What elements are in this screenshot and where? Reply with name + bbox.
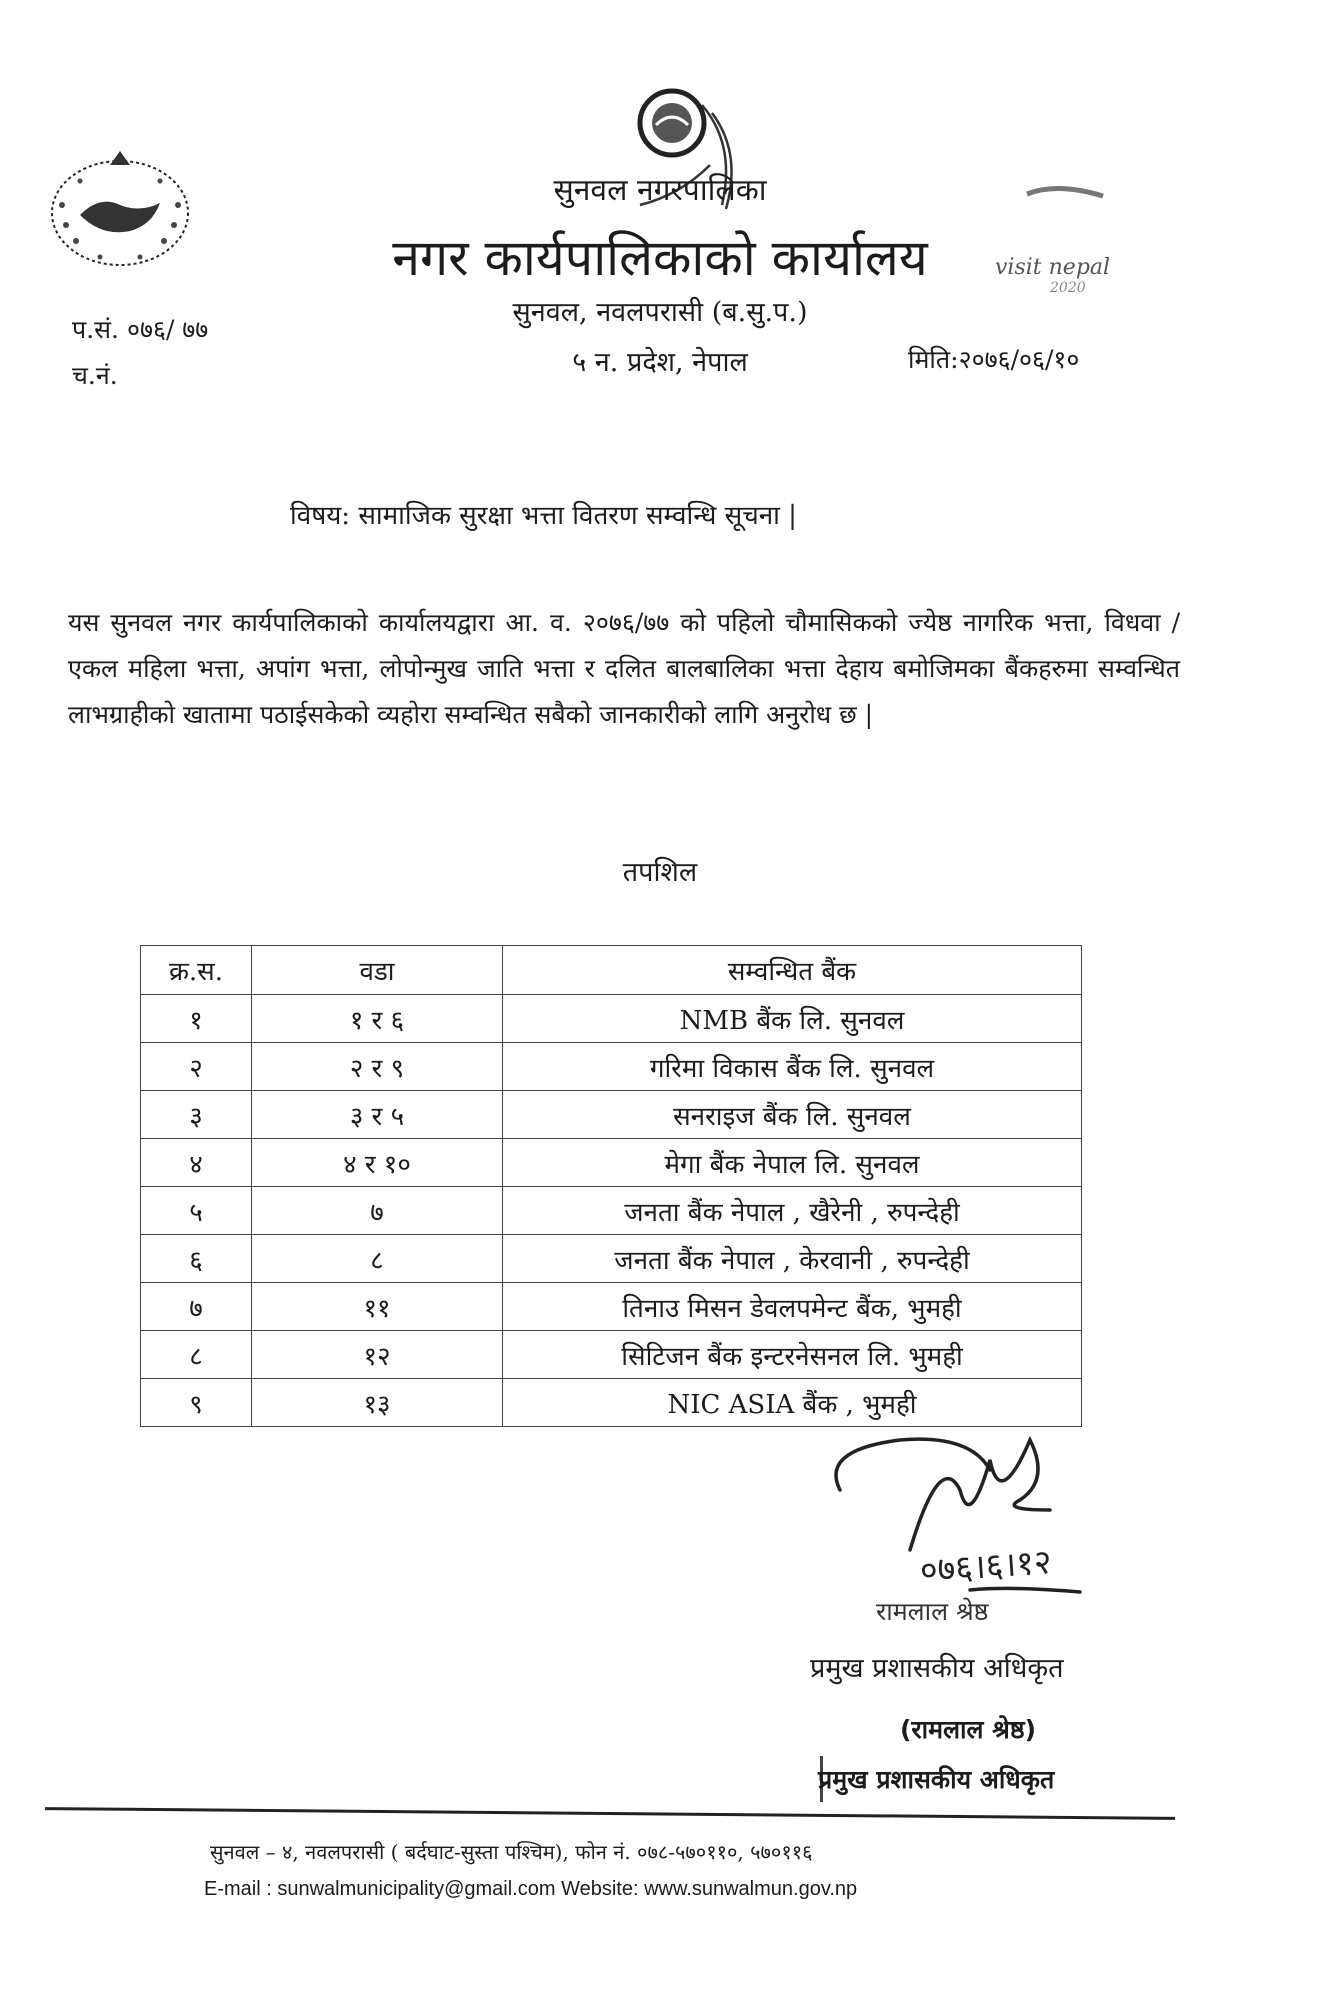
schedule-heading: तपशिल [622,857,698,888]
table-row [141,1091,1082,1139]
bank-cell: सनराइज बैंक लि. सुनवल [503,1091,1082,1139]
bank-cell: जनता बैंक नेपाल , खैरेनी , रुपन्देही [503,1187,1082,1235]
table-row [141,1283,1082,1331]
bank-cell: सिटिजन बैंक इन्टरनेसनल लि. भुमही [503,1331,1082,1379]
signer-designation: प्रमुख प्रशासकीय अधिकृत [810,1653,1064,1684]
header-bank: सम्वन्धित बैंक [503,946,1082,995]
office-seal-icon [620,85,760,235]
table-row [141,1187,1082,1235]
ward-cell: १२ [252,1331,503,1379]
serial-cell: २ [141,1043,252,1091]
ward-cell: ३ र ५ [252,1091,503,1139]
visit-nepal-logo [985,180,1175,296]
office-title: नगर कार्यपालिकाको कार्यालय [392,229,928,287]
visit-nepal-year: 2020 [1050,280,1086,296]
serial-cell: ९ [141,1379,252,1427]
serial-cell: ४ [141,1139,252,1187]
footer-contact: E-mail : sunwalmunicipality@gmail.com Website: www.sunwalmun.gov.np [204,1878,858,1900]
bank-cell: तिनाउ मिसन डेवलपमेन्ट बैंक, भुमही [503,1283,1082,1331]
brush-stroke-icon [1025,180,1105,204]
serial-cell: ७ [141,1283,252,1331]
signer-name: रामलाल श्रेष्ठ [876,1597,989,1626]
letter-date: मिति:२०७६/०६/१० [908,345,1080,374]
ward-cell: १ र ६ [252,995,503,1043]
serial-cell: १ [141,995,252,1043]
dispatch-number: च.नं. [72,361,118,390]
ward-cell: ७ [252,1187,503,1235]
header-serial: क्र.स. [141,946,252,995]
table-row [141,1235,1082,1283]
ward-cell: ११ [252,1283,503,1331]
table-header-row [141,946,1082,995]
serial-cell: ६ [141,1235,252,1283]
table-row [141,1139,1082,1187]
bank-cell: मेगा बैंक नेपाल लि. सुनवल [503,1139,1082,1187]
ward-cell: ८ [252,1235,503,1283]
bank-cell: NMB बैंक लि. सुनवल [503,995,1082,1043]
address-line-2: ५ न. प्रदेश, नेपाल [572,347,748,378]
ward-cell: ४ र १० [252,1139,503,1187]
bank-cell: NIC ASIA बैंक , भुमही [503,1379,1082,1427]
table-row [141,1043,1082,1091]
table-row [141,1379,1082,1427]
letter-body: यस सुनवल नगर कार्यपालिकाको कार्यालयद्वारा आ. व. २०७६/७७ को पहिलो चौमासिकको ज्येष्ठ नागरिक भत्ता, विधवा / एकल महिला भत्ता, अपांग भत्ता, लोपोन्मुख जाति भत्ता र दलित बालबालिका भत्ता देहाय बमोजिमका बैंकहरुमा सम्वन्धित लाभग्राहीको खातामा पठाईसकेको व्यहोरा सम्वन्धित सबैको जानकारीको लागि अनुरोध छ | [68,608,1180,729]
ward-cell: १३ [252,1379,503,1427]
handwritten-date: ०७६।६।१२ [918,1542,1053,1592]
serial-cell: ८ [141,1331,252,1379]
footer-address: सुनवल – ४, नवलपरासी ( बर्दघाट-सुस्ता पश्चिम), फोन नं. ०७८-५७०११०, ५७०११६ [210,1840,813,1864]
serial-cell: ५ [141,1187,252,1235]
municipality-name: सुनवल नगरपालिका [553,173,767,208]
ward-cell: २ र ९ [252,1043,503,1091]
stamp-name: (रामलाल श्रेष्ठ) [900,1715,1037,1744]
address-line-1: सुनवल, नवलपरासी (ब.सु.प.) [512,297,808,328]
reference-number: प.सं. ०७६/ ७७ [72,315,209,344]
letter-subject: विषय: सामाजिक सुरक्षा भत्ता वितरण सम्वन्धि सूचना | [290,501,797,531]
bank-table [140,945,1082,1427]
table-row [141,995,1082,1043]
header-ward: वडा [252,946,503,995]
serial-cell: ३ [141,1091,252,1139]
stamp-designation: प्रमुख प्रशासकीय अधिकृत [818,1765,1055,1794]
table-row [141,1331,1082,1379]
bank-cell: गरिमा विकास बैंक लि. सुनवल [503,1043,1082,1091]
bank-cell: जनता बैंक नेपाल , केरवानी , रुपन्देही [503,1235,1082,1283]
footer-divider [45,1807,1175,1820]
visit-nepal-text: visit nepal [995,255,1111,280]
